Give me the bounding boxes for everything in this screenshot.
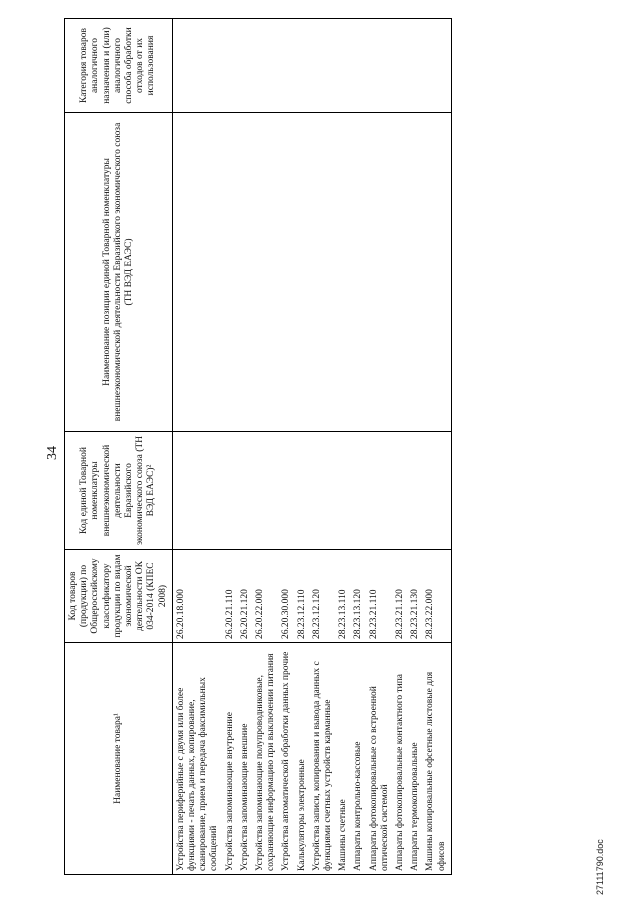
okpd-code-cell: 28.23.13.120 (352, 550, 367, 643)
table-row (311, 19, 337, 875)
page-number: 34 (45, 446, 60, 460)
category-cell (280, 19, 295, 113)
tnved-name-cell (352, 113, 367, 432)
okpd-code-cell: 28.23.12.120 (311, 550, 337, 643)
tnved-code-cell (280, 432, 295, 550)
header-tnved-code: Код единой Товарной номенклатуры внешнеэкономической деятельности Евразийского экономического союза (ТН ВЭД ЕАЭС)² (65, 432, 173, 550)
okpd-code-cell: 28.23.13.110 (337, 550, 352, 643)
tnved-code-cell (368, 432, 394, 550)
tnved-name-cell (337, 113, 352, 432)
table-row (172, 19, 223, 875)
header-okpd-code: Код товаров (продукции) по Общероссийскому классификатору продукции по видам экономической деятельности ОК 034-2014 (КПЕС 2008) (65, 550, 173, 643)
tnved-name-cell (296, 113, 311, 432)
header-category: Категория товаров аналогичного назначения и (или) аналогичного способа обработки отходов от их использования (65, 19, 173, 113)
table-row (394, 19, 409, 875)
category-cell (311, 19, 337, 113)
table-header-row (65, 19, 173, 875)
tnved-code-cell (337, 432, 352, 550)
category-cell (352, 19, 367, 113)
category-cell (296, 19, 311, 113)
tnved-name-cell (239, 113, 254, 432)
category-cell (424, 19, 451, 113)
table-row (224, 19, 239, 875)
goods-name-cell: Аппараты контрольно-кассовые (352, 643, 367, 875)
category-cell (254, 19, 280, 113)
goods-name-cell: Аппараты фотокопировальные со встроенной оптической системой (368, 643, 394, 875)
tnved-code-cell (296, 432, 311, 550)
goods-name-cell: Аппараты фотокопировальные контактного типа (394, 643, 409, 875)
category-cell (172, 19, 223, 113)
goods-name-cell: Аппараты термокопировальные (409, 643, 424, 875)
goods-name-cell: Калькуляторы электронные (296, 643, 311, 875)
tnved-code-cell (172, 432, 223, 550)
okpd-code-cell: 26.20.30.000 (280, 550, 295, 643)
tnved-code-cell (409, 432, 424, 550)
category-cell (239, 19, 254, 113)
category-cell (368, 19, 394, 113)
okpd-code-cell: 28.23.21.120 (394, 550, 409, 643)
tnved-code-cell (394, 432, 409, 550)
file-footer: 27111790.doc (595, 839, 605, 895)
okpd-code-cell: 26.20.21.120 (239, 550, 254, 643)
goods-name-cell: Устройства запоминающие полупроводниковые, сохраняющие информацию при выключении питания (254, 643, 280, 875)
tnved-name-cell (424, 113, 451, 432)
goods-name-cell: Устройства запоминающие внутренние (224, 643, 239, 875)
okpd-code-cell: 28.23.12.110 (296, 550, 311, 643)
table-row (409, 19, 424, 875)
header-tnved-name: Наименование позиции единой Товарной номенклатуры внешнеэкономической деятельности Евразийского экономического союза (ТН ВЭД ЕАЭС) (65, 113, 173, 432)
goods-name-cell: Устройства периферийные с двумя или более функциями - печать данных, копирование, сканирование, прием и передача факсимильных сообщений (172, 643, 223, 875)
goods-name-cell: Машины счетные (337, 643, 352, 875)
table-row (296, 19, 311, 875)
tnved-name-cell (394, 113, 409, 432)
table-row (239, 19, 254, 875)
tnved-code-cell (311, 432, 337, 550)
tnved-code-cell (224, 432, 239, 550)
okpd-code-cell: 28.23.21.110 (368, 550, 394, 643)
goods-name-cell: Устройства автоматической обработки данных прочие (280, 643, 295, 875)
tnved-code-cell (424, 432, 451, 550)
category-cell (224, 19, 239, 113)
table-row (337, 19, 352, 875)
table-row (280, 19, 295, 875)
goods-name-cell: Устройства записи, копирования и вывода данных с функциями счетных устройств карманные (311, 643, 337, 875)
goods-table (64, 18, 452, 875)
category-cell (337, 19, 352, 113)
okpd-code-cell: 26.20.22.000 (254, 550, 280, 643)
table-row (352, 19, 367, 875)
tnved-name-cell (409, 113, 424, 432)
goods-name-cell: Машины копировальные офсетные листовые для офисов (424, 643, 451, 875)
okpd-code-cell: 28.23.21.130 (409, 550, 424, 643)
tnved-code-cell (239, 432, 254, 550)
tnved-code-cell (352, 432, 367, 550)
table-row (254, 19, 280, 875)
tnved-name-cell (224, 113, 239, 432)
okpd-code-cell: 26.20.21.110 (224, 550, 239, 643)
okpd-code-cell: 26.20.18.000 (172, 550, 223, 643)
table-row (368, 19, 394, 875)
category-cell (394, 19, 409, 113)
tnved-name-cell (311, 113, 337, 432)
okpd-code-cell: 28.23.22.000 (424, 550, 451, 643)
goods-name-cell: Устройства запоминающие внешние (239, 643, 254, 875)
table-row (424, 19, 451, 875)
header-goods-name: Наименование товара¹ (65, 643, 173, 875)
tnved-name-cell (254, 113, 280, 432)
tnved-name-cell (368, 113, 394, 432)
tnved-code-cell (254, 432, 280, 550)
tnved-name-cell (172, 113, 223, 432)
tnved-name-cell (280, 113, 295, 432)
category-cell (409, 19, 424, 113)
